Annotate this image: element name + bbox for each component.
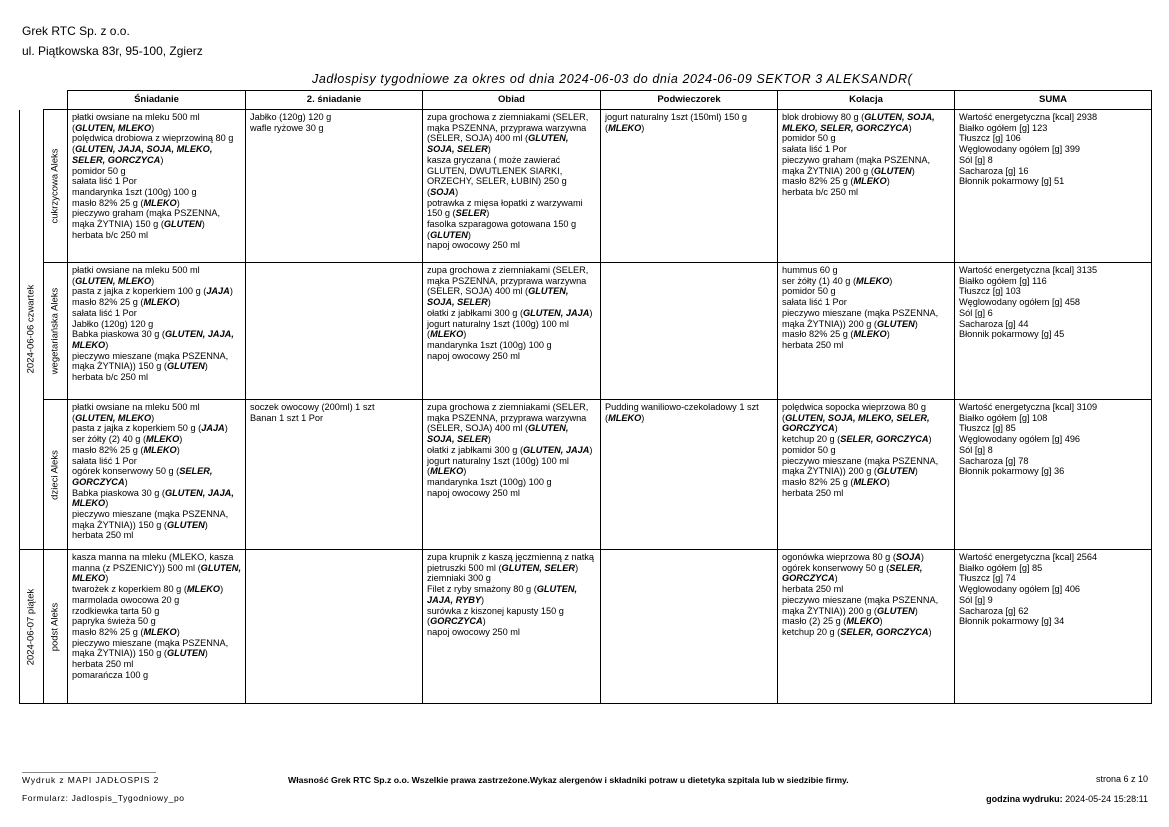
diet-row — [20, 263, 1152, 400]
allergen-text: GLUTEN, MLEKO — [75, 275, 152, 286]
meal-text: zupa grochowa z ziemniakami (SELER, mąka PSZENNA, przyprawa warzywna (SELER, SOJA) 400 ml (GLUTEN, SOJA, SELER) ołatki z jabłkami 300 g (GLUTEN, JAJA) jogurt naturalny 1szt (100g) 100 ml (MLEKO) mandarynka 1szt (100g) 100 g napoj owocowy 250 ml — [427, 402, 593, 498]
allergen-text: MLEKO — [430, 329, 464, 340]
meal-cell-second-breakfast — [246, 110, 423, 263]
meal-cell-snack — [601, 263, 778, 400]
day-date-cell — [20, 550, 44, 704]
allergen-text: MLEKO — [608, 122, 642, 133]
meal-text: soczek owocowy (200ml) 1 szt Banan 1 szt 1 Por — [250, 402, 375, 423]
meal-text: zupa grochowa z ziemniakami (SELER, mąka PSZENNA, przyprawa warzywna (SELER, SOJA) 400 ml (GLUTEN, SOJA, SELER) kasza gryczana ( może zawierać GLUTEN, DWUTLENEK SIARKI, ORZECHY, SELER, ŁUBIN) 250 g (SOJA) potrawka z mięsa łopatki z warzywami 150 g (SELER) fasolka szparagowa gotowana 150 g (GLUTEN) napoj owocowy 250 ml — [427, 112, 589, 251]
meal-cell-sum — [955, 110, 1152, 263]
allergen-text: GLUTEN, JAJA, SOJA, MLEKO, SELER, GORCZYCA — [72, 144, 213, 165]
meal-cell-sum — [955, 263, 1152, 400]
meal-cell-lunch — [423, 263, 601, 400]
column-header-sum: SUMA — [955, 91, 1152, 110]
allergen-text: JAJA — [201, 423, 225, 434]
day-date-cell — [20, 110, 44, 550]
allergen-text: GLUTEN — [876, 318, 915, 329]
meal-text: zupa grochowa z ziemniakami (SELER, mąka PSZENNA, przyprawa warzywna (SELER, SOJA) 400 ml (GLUTEN, SOJA, SELER) ołatki z jabłkami 300 g (GLUTEN, JAJA) jogurt naturalny 1szt (100g) 100 ml (MLEKO) mandarynka 1szt (100g) 100 g napoj owocowy 250 ml — [427, 265, 593, 361]
company-name: Grek RTC Sp. z o.o. — [22, 24, 130, 38]
allergen-text: MLEKO — [146, 434, 180, 445]
column-header-snack: Podwieczorek — [601, 91, 778, 110]
print-time — [986, 794, 1148, 804]
meal-text: jogurt naturalny 1szt (150ml) 150 g (MLEKO) — [605, 112, 747, 133]
menu-body — [20, 110, 1152, 704]
allergen-text: MLEKO — [186, 584, 221, 595]
allergen-text: MLEKO — [856, 275, 890, 286]
allergen-text: GORCZYCA — [430, 616, 483, 627]
diet-name: wegetariańska Aleks — [49, 287, 61, 375]
meal-text: Wartość energetyczna [kcal] 3109 Białko ogółem [g] 108 Tłuszcz [g] 85 Węglowodany ogółem [g] 496 Sól [g] 8 Sacharoza [g] 78 Błonnik pokarmowy [g] 36 — [959, 402, 1098, 477]
meal-text: Wartość energetyczna [kcal] 3135 Białko ogółem [g] 116 Tłuszcz [g] 103 Węglowodany ogółem [g] 458 Sól [g] 6 Sacharoza [g] 44 Błonnik pokarmowy [g] 45 — [959, 265, 1098, 340]
meal-cell-snack — [601, 110, 778, 263]
allergen-text: GLUTEN, SOJA, MLEKO, SELER, GORCZYCA — [782, 412, 930, 434]
allergen-text: JAJA — [206, 286, 230, 297]
allergen-text: GLUTEN — [166, 519, 205, 530]
allergen-text: MLEKO — [143, 197, 177, 208]
meal-cell-dinner — [778, 110, 955, 263]
meal-cell-lunch — [423, 550, 601, 704]
meal-text: Jabłko (120g) 120 g wafle ryżowe 30 g — [250, 112, 332, 133]
allergen-text: GLUTEN, JAJA, MLEKO — [72, 487, 234, 509]
allergen-text: SOJA — [430, 186, 456, 197]
allergen-text: GLUTEN, JAJA, RYBY — [427, 584, 578, 605]
meal-cell-dinner — [778, 550, 955, 704]
allergen-text: GLUTEN, JAJA, MLEKO — [72, 329, 234, 350]
diet-name-cell — [44, 110, 68, 263]
meal-cell-dinner — [778, 263, 955, 400]
footer-divider — [22, 772, 156, 773]
allergen-text: GLUTEN, SOJA, MLEKO, SELER, GORCZYCA — [782, 112, 935, 133]
print-source: Wydruk z MAPI JADŁOSPIS 2 — [22, 775, 160, 785]
header-row — [20, 91, 1152, 110]
meal-text: Wartość energetyczna [kcal] 2938 Białko ogółem [g] 123 Tłuszcz [g] 106 Węglowodany ogółem [g] 399 Sól [g] 8 Sacharoza [g] 16 Błonnik pokarmowy [g] 51 — [959, 112, 1098, 187]
diet-row — [20, 400, 1152, 550]
allergen-text: SELER, GORCZYCA — [782, 562, 923, 584]
allergen-text: GLUTEN — [166, 648, 205, 659]
meal-text: płatki owsiane na mleku 500 ml (GLUTEN, MLEKO) pasta z jajka z koperkiem 50 g (JAJA) ser żółty (2) 40 g (MLEKO) masło 82% 25 g (MLEKO) sałata liść 1 Por ogórek konserwowy 50 g (SELER, GORCZYCA) Babka piaskowa 30 g (GLUTEN, JAJA, MLEKO) pieczywo mieszane (mąka PSZENNA, mąka ŻYTNIA)) 150 g (GLUTEN) herbata 250 ml — [72, 402, 234, 541]
allergen-text: GLUTEN — [876, 605, 915, 616]
diet-row — [20, 110, 1152, 263]
allergen-text: MLEKO — [853, 176, 887, 187]
meal-cell-sum — [955, 550, 1152, 704]
meal-text: kasza manna na mleku (MLEKO, kasza manna (z PSZENICY)) 500 ml (GLUTEN, MLEKO) twarożek z koperkiem 80 g (MLEKO) marmolada owocowa 20 g rzodkiewka tarta 50 g papryka świeża 50 g masło 82% 25 g (MLEKO) pieczywo mieszane (mąka PSZENNA, mąka ŻYTNIA)) 150 g (GLUTEN) herbata 250 ml pomarańcza 100 g — [72, 552, 241, 680]
meal-text: hummus 60 g ser żółty (1) 40 g (MLEKO) pomidor 50 g sałata liść 1 Por pieczywo mieszane (mąka PSZENNA, mąka ŻYTNIA)) 200 g (GLUTEN) masło 82% 25 g (MLEKO) herbata 250 ml — [782, 265, 939, 350]
meal-cell-snack — [601, 550, 778, 704]
diet-name: podst Aleks — [49, 602, 61, 651]
meal-text: płatki owsiane na mleku 500 ml (GLUTEN, MLEKO) polędwica drobiowa z wieprzowiną 80 g (GLUTEN, JAJA, SOJA, MLEKO, SELER, GORCZYCA) pomidor 50 g sałata liść 1 Por mandarynka 1szt (100g) 100 g masło 82% 25 g (MLEKO) pieczywo graham (mąka PSZENNA, mąka ŻYTNIA) 150 g (GLUTEN) herbata b/c 250 ml — [72, 112, 234, 240]
form-name: Formularz: Jadlospis_Tygodniowy_po — [22, 793, 185, 803]
meal-text: Pudding waniliowo-czekoladowy 1 szt (MLEKO) — [605, 402, 759, 423]
allergen-text: GLUTEN — [873, 165, 912, 176]
allergen-text: GLUTEN — [163, 219, 202, 230]
company-address: ul. Piątkowska 83r, 95-100, Zgierz — [22, 44, 203, 58]
allergen-text: MLEKO — [846, 616, 880, 627]
day-date: 2024-06-06 czwartek — [25, 284, 37, 374]
meal-cell-breakfast — [68, 263, 246, 400]
allergen-text: SELER — [455, 208, 487, 219]
meal-cell-breakfast — [68, 400, 246, 550]
allergen-text: GLUTEN — [166, 361, 205, 372]
allergen-text: SOJA — [895, 552, 921, 562]
allergen-text: GLUTEN, MLEKO — [75, 122, 152, 133]
diet-name-cell — [44, 263, 68, 400]
meal-cell-second-breakfast — [246, 263, 423, 400]
meal-cell-breakfast — [68, 110, 246, 263]
allergen-text: GLUTEN, SOJA, SELER — [427, 286, 569, 308]
print-time-value: 2024-05-24 15:28:11 — [1065, 794, 1148, 804]
blank-header — [20, 91, 44, 110]
allergen-text: GLUTEN, SELER — [501, 562, 576, 573]
allergen-text: SELER, GORCZYCA — [840, 626, 929, 637]
allergen-text: GLUTEN, MLEKO — [72, 562, 241, 584]
diet-name-cell — [44, 400, 68, 550]
diet-name: cukrzycowa Aleks — [49, 148, 61, 224]
allergen-text: MLEKO — [143, 297, 177, 308]
meal-cell-dinner — [778, 400, 955, 550]
meal-cell-second-breakfast — [246, 400, 423, 550]
column-header-breakfast: Śniadanie — [68, 91, 246, 110]
allergen-text: GLUTEN, MLEKO — [75, 412, 152, 423]
column-header-second-breakfast: 2. śniadanie — [246, 91, 423, 110]
meal-cell-second-breakfast — [246, 550, 423, 704]
meal-text: ogonówka wieprzowa 80 g (SOJA) ogórek konserwowy 50 g (SELER, GORCZYCA) herbata 250 ml pieczywo mieszane (mąka PSZENNA, mąka ŻYTNIA)) 200 g (GLUTEN) masło (2) 25 g (MLEKO) ketchup 20 g (SELER, GORCZYCA) — [782, 552, 939, 637]
meal-cell-breakfast — [68, 550, 246, 704]
page-number: strona 6 z 10 — [1095, 774, 1148, 784]
allergen-text: MLEKO — [430, 466, 464, 477]
allergen-text: GLUTEN, SOJA, SELER — [427, 423, 569, 445]
diet-row — [20, 550, 1152, 704]
allergen-text: MLEKO — [143, 444, 177, 455]
meal-cell-lunch — [423, 110, 601, 263]
menu-table — [19, 90, 1152, 704]
meal-cell-sum — [955, 400, 1152, 550]
allergen-text: GLUTEN — [876, 466, 915, 477]
allergen-text: MLEKO — [608, 412, 642, 423]
allergen-text: MLEKO — [143, 626, 177, 637]
allergen-text: GLUTEN, JAJA — [523, 307, 590, 318]
meal-text: płatki owsiane na mleku 500 ml (GLUTEN, MLEKO) pasta z jajka z koperkiem 100 g (JAJA) masło 82% 25 g (MLEKO) sałata liść 1 Por Jabłko (120g) 120 g Babka piaskowa 30 g (GLUTEN, JAJA, MLEKO) pieczywo mieszane (mąka PSZENNA, mąka ŻYTNIA)) 150 g (GLUTEN) herbata b/c 250 ml — [72, 265, 234, 383]
allergen-text: MLEKO — [853, 476, 887, 487]
day-date: 2024-06-07 piątek — [25, 588, 37, 665]
allergen-text: MLEKO — [853, 329, 887, 340]
meal-text: polędwica sopocka wieprzowa 80 g (GLUTEN, SOJA, MLEKO, SELER, GORCZYCA) ketchup 20 g (SELER, GORCZYCA) pomidor 50 g pieczywo mieszane (mąka PSZENNA, mąka ŻYTNIA)) 200 g (GLUTEN) masło 82% 25 g (MLEKO) herbata 250 ml — [782, 402, 939, 498]
allergen-text: GLUTEN, JAJA — [523, 444, 590, 455]
allergen-text: GLUTEN — [430, 229, 468, 240]
meal-text: blok drobiowy 80 g (GLUTEN, SOJA, MLEKO, SELER, GORCZYCA) pomidor 50 g sałata liść 1 Por pieczywo graham (mąka PSZENNA, mąka ŻYTNIA) 200 g (GLUTEN) masło 82% 25 g (MLEKO) herbata b/c 250 ml — [782, 112, 935, 197]
allergen-text: SELER, GORCZYCA — [72, 466, 213, 487]
allergen-text: SELER, GORCZYCA — [840, 434, 929, 445]
blank-header — [44, 91, 68, 110]
meal-cell-lunch — [423, 400, 601, 550]
document-title: Jadłospisy tygodniowe za okres od dnia 2024-06-03 do dnia 2024-06-09 SEKTOR 3 ALEKSANDR( — [312, 72, 913, 86]
print-time-label: godzina wydruku: — [986, 794, 1063, 804]
allergen-text: GLUTEN, SOJA, SELER — [427, 133, 569, 155]
diet-name: dzieci Aleks — [49, 449, 61, 500]
meal-text: Wartość energetyczna [kcal] 2564 Białko ogółem [g] 85 Tłuszcz [g] 74 Węglowodany ogółem [g] 406 Sól [g] 9 Sacharoza [g] 62 Błonnik pokarmowy [g] 34 — [959, 552, 1098, 627]
meal-text: zupa krupnik z kaszą jęczmienną z natką pietruszki 500 ml (GLUTEN, SELER) ziemniaki 300 g Filet z ryby smażony 80 g (GLUTEN, JAJA, RYBY) surówka z kiszonej kapusty 150 g (GORCZYCA) napoj owocowy 250 ml — [427, 552, 594, 637]
ownership-notice: Własność Grek RTC Sp.z o.o. Wszelkie prawa zastrzeżone.Wykaz alergenów i składniki potraw u dietetyka szpitala lub w siedzibie firmy. — [288, 775, 849, 785]
diet-name-cell — [44, 550, 68, 704]
meal-cell-snack — [601, 400, 778, 550]
column-header-lunch: Obiad — [423, 91, 601, 110]
column-header-dinner: Kolacja — [778, 91, 955, 110]
